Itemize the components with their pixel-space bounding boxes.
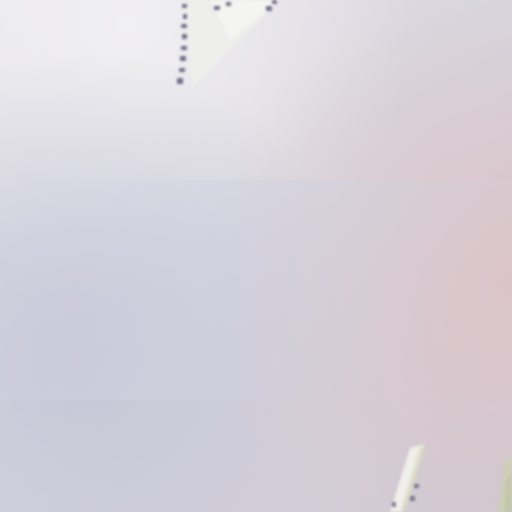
wall-decal-top-icon bbox=[170, 0, 290, 100]
wall-decal-bottom-icon bbox=[380, 440, 512, 512]
